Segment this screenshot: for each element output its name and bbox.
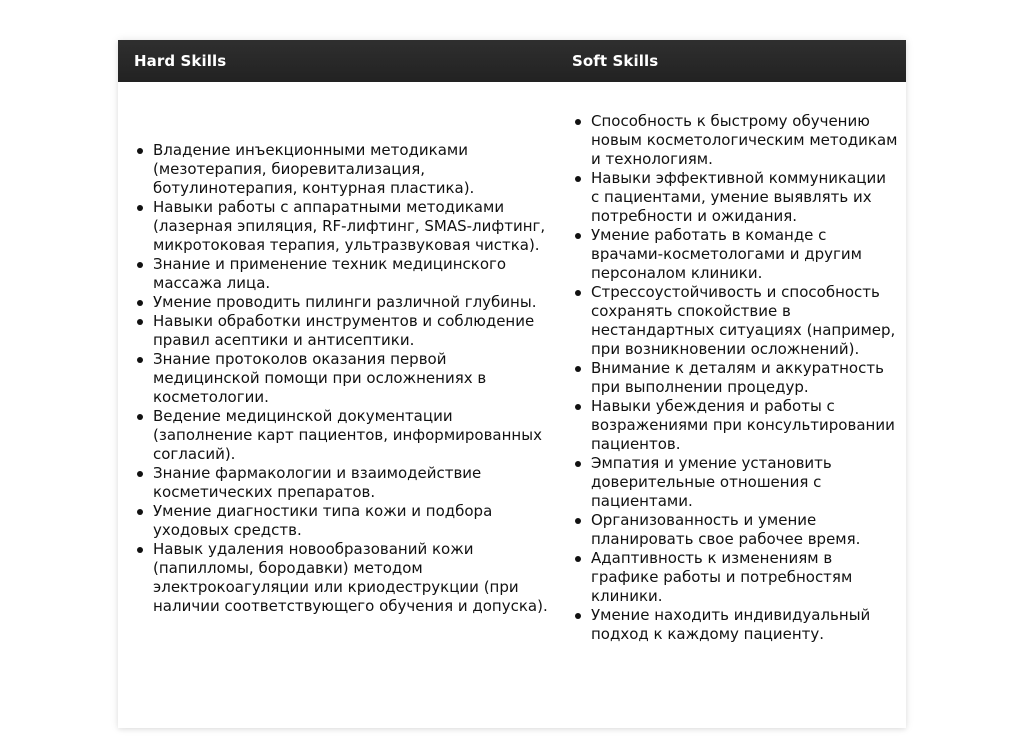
hard-skills-list (134, 141, 554, 616)
soft-skill-item: Внимание к деталям и аккуратность при выполнении процедур. (572, 359, 898, 397)
hard-skill-item: Знание протоколов оказания первой медицинской помощи при осложнениях в косметологии. (134, 350, 554, 407)
soft-skill-item: Адаптивность к изменениям в графике работы и потребностям клиники. (572, 549, 898, 606)
hard-skill-item: Умение проводить пилинги различной глубины. (134, 293, 554, 312)
hard-skill-item: Навык удаления новообразований кожи (папилломы, бородавки) методом электрокоагуляции или криодеструкции (при наличии соответствующего обучения и допуска). (134, 540, 554, 616)
soft-skill-item: Навыки убеждения и работы с возражениями при консультировании пациентов. (572, 397, 898, 454)
soft-skill-item: Умение работать в команде с врачами-косметологами и другим персоналом клиники. (572, 226, 898, 283)
hard-skill-item: Знание фармакологии и взаимодействие косметических препаратов. (134, 464, 554, 502)
soft-skill-item: Навыки эффективной коммуникации с пациентами, умение выявлять их потребности и ожидания. (572, 169, 898, 226)
hard-skill-item: Умение диагностики типа кожи и подбора уходовых средств. (134, 502, 554, 540)
hard-skill-item: Владение инъекционными методиками (мезотерапия, биоревитализация, ботулинотерапия, контурная пластика). (134, 141, 554, 198)
soft-skill-item: Эмпатия и умение установить доверительные отношения с пациентами. (572, 454, 898, 511)
soft-skill-item: Способность к быстрому обучению новым косметологическим методикам и технологиям. (572, 112, 898, 169)
table-header (118, 40, 906, 82)
header-hard-skills: Hard Skills (134, 52, 227, 70)
skills-table (118, 40, 906, 728)
soft-skills-list (572, 112, 898, 644)
hard-skill-item: Ведение медицинской документации (заполнение карт пациентов, информированных согласий). (134, 407, 554, 464)
hard-skill-item: Знание и применение техник медицинского массажа лица. (134, 255, 554, 293)
hard-skill-item: Навыки работы с аппаратными методиками (лазерная эпиляция, RF-лифтинг, SMAS-лифтинг, микротоковая терапия, ультразвуковая чистка). (134, 198, 554, 255)
hard-skill-item: Навыки обработки инструментов и соблюдение правил асептики и антисептики. (134, 312, 554, 350)
soft-skill-item: Стрессоустойчивость и способность сохранять спокойствие в нестандартных ситуациях (например, при возникновении осложнений). (572, 283, 898, 359)
soft-skill-item: Организованность и умение планировать свое рабочее время. (572, 511, 898, 549)
header-soft-skills: Soft Skills (572, 52, 659, 70)
soft-skill-item: Умение находить индивидуальный подход к каждому пациенту. (572, 606, 898, 644)
